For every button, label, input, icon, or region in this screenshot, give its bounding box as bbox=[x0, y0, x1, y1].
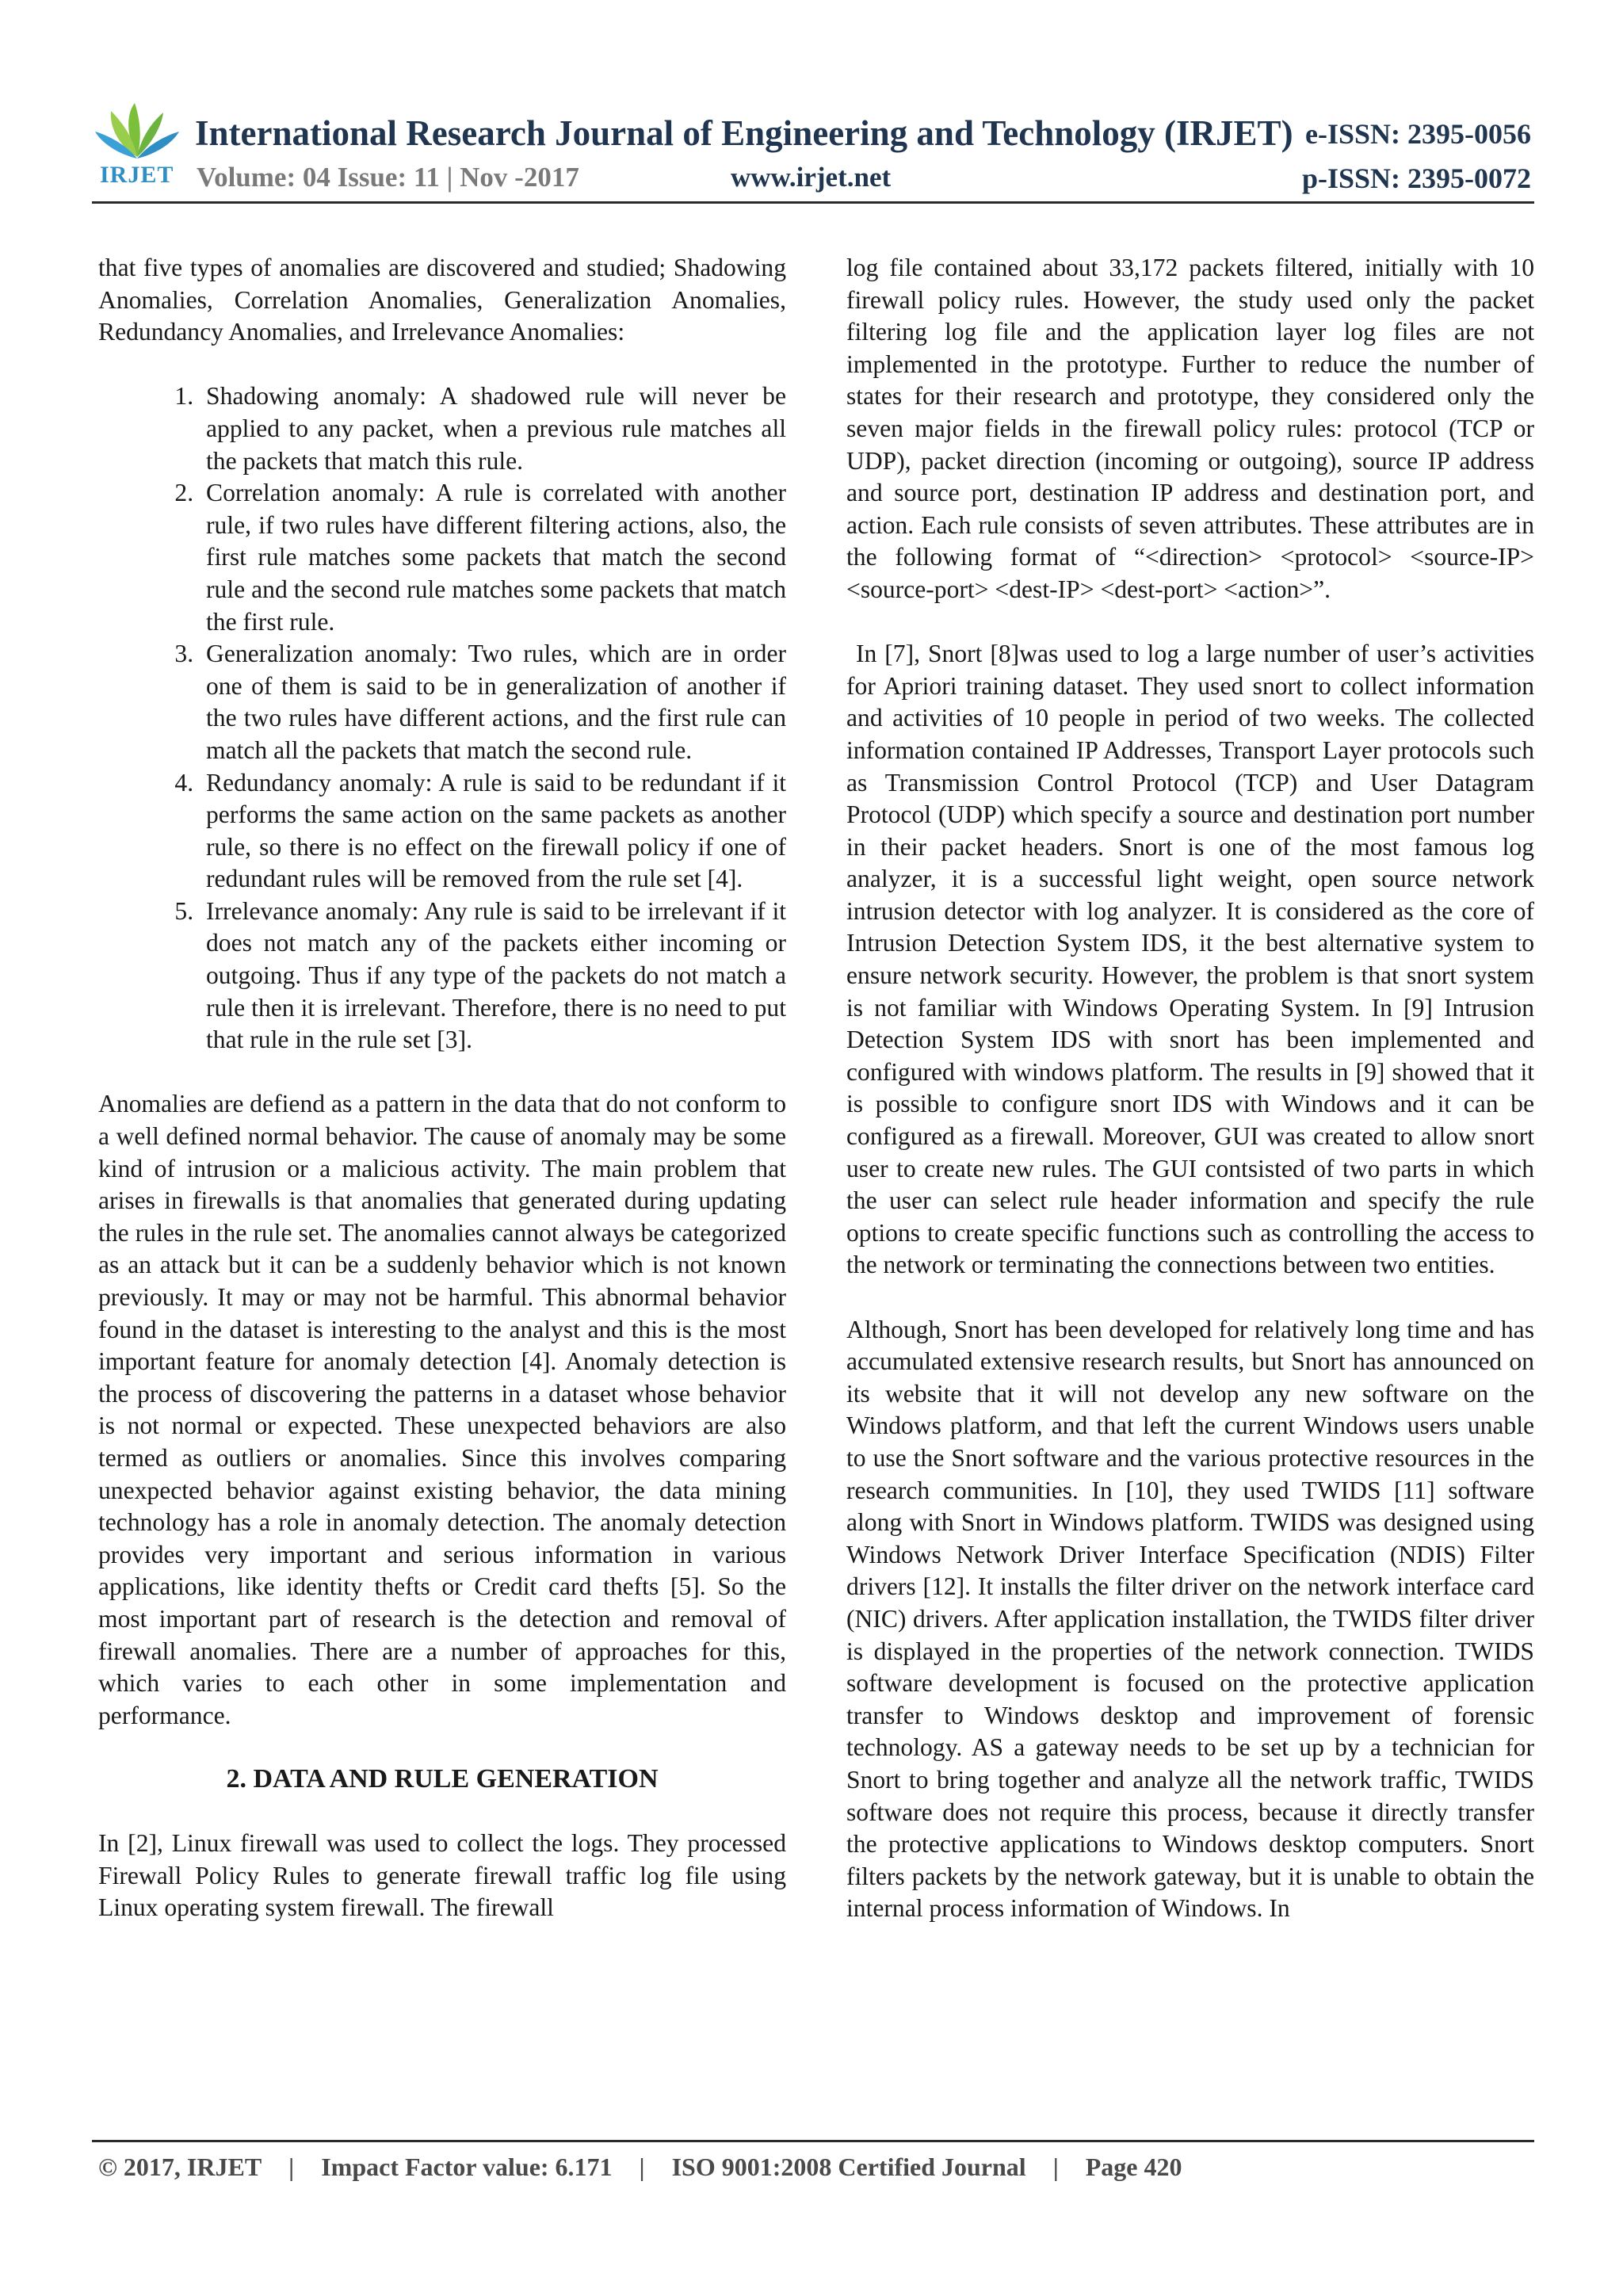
website-link[interactable]: www.irjet.net bbox=[731, 162, 892, 193]
list-item: 3. Generalization anomaly: Two rules, which are in order one of them is said to be in generalization of another if the two rules have different actions, and the first rule can match all the packets that match the second rule. bbox=[200, 638, 786, 766]
right-column bbox=[846, 252, 1534, 1925]
journal-title: International Research Journal of Engineering and Technology (IRJET) bbox=[195, 113, 1293, 153]
log-file-paragraph: log file contained about 33,172 packets filtered, initially with 10 firewall policy rules. However, the study used only the packet filtering log file and the application layer log files are not implemented in the prototype. Further to reduce the number of states for their research and prototype, they considered only the seven major fields in the firewall policy rules: protocol (TCP or UDP), packet direction (incoming or outgoing), source IP address and source port, destination IP address and destination port, and action. Each rule consists of seven attributes. These attributes are in the following format of “<direction> <protocol> <source-IP> <source-port> <dest-IP> <dest-port> <action>”. bbox=[846, 254, 1534, 603]
page-header bbox=[0, 0, 1623, 198]
section-heading: 2. DATA AND RULE GENERATION bbox=[226, 1764, 659, 1794]
list-item: 5. Irrelevance anomaly: Any rule is said to be irrelevant if it does not match any of the packets either incoming or outgoing. Thus if any type of the packets do not match a rule then it is irrelevant. Therefore, there is no need to put that rule in the rule set [3]. bbox=[200, 896, 786, 1056]
page-footer bbox=[98, 2153, 1182, 2182]
page-number: Page 420 bbox=[1085, 2153, 1182, 2181]
footer-separator: | bbox=[1052, 2153, 1059, 2181]
list-item: 2. Correlation anomaly: A rule is correlated with another rule, if two rules have different filtering actions, also, the first rule matches some packets that match the second rule and the second rule matches some packets that match the first rule. bbox=[200, 477, 786, 638]
list-item: 4. Redundancy anomaly: A rule is said to be redundant if it performs the same action on the same packets as another rule, so there is no effect on the firewall policy if one of redundant rules will be removed from the rule set [4]. bbox=[200, 767, 786, 896]
footer-separator: | bbox=[639, 2153, 645, 2181]
logo-text: IRJET bbox=[100, 162, 174, 188]
anomalies-paragraph: Anomalies are defiend as a pattern in the data that do not conform to a well defined normal behavior. The cause of anomaly may be some kind of intrusion or a malicious activity. The main problem that arises in firewalls is that anomalies that generated during updating the rules in the rule set. The anomalies cannot always be categorized as an attack but it can be a suddenly behavior which is not known previously. It may or may not be harmful. This abnormal behavior found in the dataset is interesting to the analyst and this is the most important feature for anomaly detection [4]. Anomaly detection is the process of discovering the patterns in a dataset whose behavior is not normal or expected. These unexpected behaviors are also termed as outliers or anomalies. Since this involves comparing unexpected behavior against existing behavior, the data mining technology has a role in anomaly detection. The anomaly detection provides very important and serious information in various applications, like identity thefts or Credit card thefts [5]. So the most important part of research is the detection and removal of firewall anomalies. There are a number of approaches for this, which varies to each other in some implementation and performance. bbox=[98, 1090, 786, 1729]
volume-issue: Volume: 04 Issue: 11 | Nov -2017 bbox=[197, 162, 579, 193]
twids-paragraph: Although, Snort has been developed for relatively long time and has accumulated extensive research results, but Snort has announced on its website that it will not develop any new software on the Windows platform, and that left the current Windows users unable to use the Snort software and the various protective resources in the research communities. In [10], they used TWIDS [11] software along with Snort in Windows platform. TWIDS was designed using Windows Network Driver Interface Specification (NDIS) Filter drivers [12]. It installs the filter driver on the network interface card (NIC) drivers. After application installation, the TWIDS filter driver is displayed in the properties of the network connection. TWIDS software development is focused on the protective application transfer to Windows desktop and improvement of forensic technology. AS a gateway needs to be set up by a technician for Snort to bring together and analyze all the network traffic, TWIDS software does not require this process, because it directly transfer the protective applications to Windows desktop computers. Snort filters packets by the network gateway, but it is unable to obtain the internal process information of Windows. In bbox=[846, 1315, 1534, 1923]
linux-firewall-paragraph: In [2], Linux firewall was used to collect the logs. They processed Firewall Policy Rules to generate firewall traffic log file using Linux operating system firewall. The firewall bbox=[98, 1828, 786, 1922]
footer-divider bbox=[92, 2140, 1534, 2142]
p-issn: p-ISSN: 2395-0072 bbox=[1301, 162, 1531, 194]
header-divider bbox=[92, 201, 1534, 204]
e-issn: e-ISSN: 2395-0056 bbox=[1305, 118, 1531, 150]
footer-iso: ISO 9001:2008 Certified Journal bbox=[671, 2153, 1026, 2181]
intro-paragraph: that five types of anomalies are discovered and studied; Shadowing Anomalies, Correlation Anomalies, Generalization Anomalies, Redundancy Anomalies, and Irrelevance Anomalies: bbox=[98, 254, 786, 346]
left-column bbox=[98, 252, 786, 1924]
footer-copyright: © 2017, IRJET bbox=[98, 2153, 262, 2181]
anomaly-list bbox=[98, 380, 786, 1056]
footer-impact-factor: Impact Factor value: 6.171 bbox=[321, 2153, 613, 2181]
list-item: 1. Shadowing anomaly: A shadowed rule will never be applied to any packet, when a previous rule matches all the packets that match this rule. bbox=[200, 380, 786, 477]
snort-paragraph: In [7], Snort [8]was used to log a large number of user’s activities for Apriori training dataset. They used snort to collect information and activities of 10 people in period of two weeks. The collected information contained IP Addresses, Transport Layer protocols such as Transmission Control Protocol (TCP) and User Datagram Protocol (UDP) which specify a source and destination port number in their packet headers. Snort is one of the most famous log analyzer, it is a successful light weight, open source network intrusion detector with log analyzer. It is considered as the core of Intrusion Detection System IDS, it the best alternative system to ensure network security. However, the problem is that snort system is not familiar with Windows Operating System. In [9] Intrusion Detection System IDS with snort has been implemented and configured with windows platform. The results in [9] showed that it is possible to configure snort IDS with Windows and it can be configured as a firewall. Moreover, GUI was created to allow snort user to create new rules. The GUI contsisted of two parts in which the user can select rule header information and specify the rule options to create specific functions such as controlling the access to the network or terminating the connections between two entities. bbox=[846, 640, 1534, 1279]
footer-separator: | bbox=[288, 2153, 295, 2181]
